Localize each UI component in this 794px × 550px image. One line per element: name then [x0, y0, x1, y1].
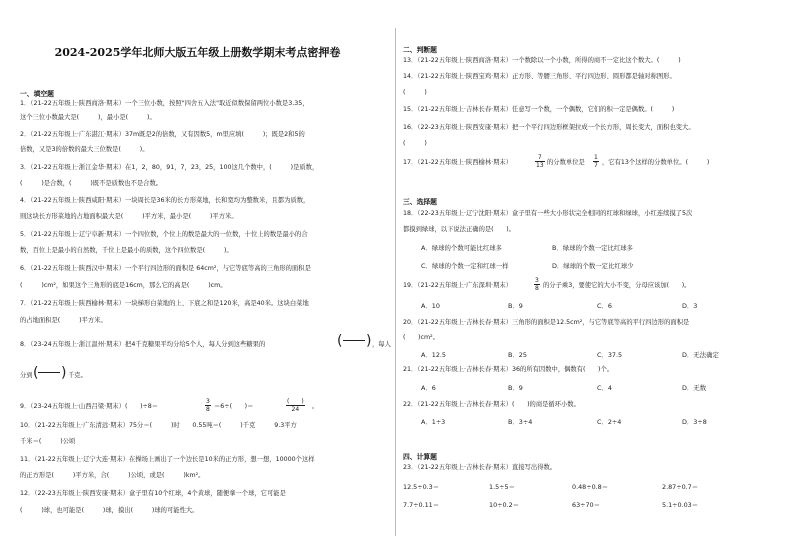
q17-part2: 的分数单位是 — [547, 159, 585, 166]
q16-line1: 16．（22-23五年级上·陕西安康·期末）把一个平行四边形框架拉成一个长方形，周长变大，面积也变大。 — [403, 124, 695, 131]
q17-fraction-2 — [593, 154, 599, 169]
q22-option-c: C．2÷4 — [597, 418, 622, 426]
q20-option-b: B．25 — [508, 351, 527, 359]
q11-line1: 11．（21-22五年级上·辽宁大连·期末）在操场上画出了一个边长是10米的正方形，想一想，10000个这样 — [20, 456, 315, 463]
q19-denominator: 8 — [535, 285, 539, 292]
q2-line2: 倍数，又是3的倍数的最大三位数是( )。 — [20, 146, 149, 153]
q8-line2: 分到 — [20, 372, 33, 379]
calc-item-8: 5.1÷0.03＝ — [662, 501, 699, 509]
right-column — [397, 0, 794, 550]
q19-fraction — [534, 277, 540, 292]
q22-line1: 22．（21-22五年级上·吉林长春·期末）( )的商是循环小数。 — [403, 401, 580, 408]
q10-line1: 10．（21-22五年级上·广东清远·期末）75分＝( )时 0.55吨＝( )千克 9.3平方 — [20, 422, 297, 429]
q9-part1: 9．（23-24五年级上·山西吕梁·期末）( )÷8＝ — [20, 403, 159, 410]
q20-line2: ( )cm²。 — [403, 334, 439, 341]
q18-option-a: A．绿球的个数可能比红球多 — [421, 244, 503, 252]
q16-line2: ( ) — [403, 140, 427, 147]
q6-line2: ( )cm²，如果这个三角形的底是16cm，那么它的高是( )cm。 — [20, 282, 227, 289]
q20-option-c: C．37.5 — [597, 351, 623, 359]
q9-part2: ＝6÷( )＝ — [214, 403, 254, 410]
q9-f1-numerator: 3 — [206, 398, 210, 405]
q8-line1: 8．（23-24五年级上·浙江温州·期末）把4千克糖果平均分给5个人，每人分到这些糖果的 — [20, 341, 266, 348]
q23-line1: 23．（21-22五年级上·吉林长春·期末）直接写出得数。 — [403, 464, 557, 471]
q17-f1-numerator: 7 — [535, 154, 545, 162]
calc-item-1: 12.5÷0.3＝ — [403, 483, 440, 491]
q18-option-c: C．绿球的个数一定和红球一样 — [421, 262, 509, 270]
q20-option-d: D．无法确定 — [682, 351, 719, 359]
q4-line2: 則这块长方形菜地的占地面积最大是( )平方米，最小是( )平方米。 — [20, 213, 238, 220]
column-divider — [395, 28, 396, 536]
q1-line1: 1．（21-22五年级上·陕西商洛·期末）一个三位小数，按照"四舍五入法"取近似数保留两位小数是3.35， — [20, 100, 309, 107]
q22-option-a: A．1÷3 — [421, 418, 446, 426]
calc-item-2: 1.5÷5＝ — [489, 483, 515, 491]
q12-line1: 12．（22-23五年级上·陕西安康·期末）盒子里有10个红球，4个黄球，随便拿一个球，它可能是 — [20, 490, 286, 497]
q21-option-b: B．9 — [508, 384, 523, 392]
q6-line1: 6．（21-22五年级上·陕西汉中·期末）一个平行四边形的面积是 64cm²，与它等底等高的三角形的面积是 — [20, 265, 311, 272]
q19-option-a: A．10 — [421, 302, 440, 310]
q8-paren-left: ( — [337, 333, 343, 349]
q21-line1: 21．（21-22五年级上·吉林长春·期末）36的所有因数中，偶数有( )个。 — [403, 366, 614, 373]
q7-line2: 的占地面积是( )平方米。 — [20, 317, 107, 324]
q18-line1: 18．（22-23五年级上·辽宁沈阳·期末）盒子里有一些大小形状完全相同的红球和绿球，小红连续摸了5次 — [403, 210, 693, 217]
q8-blank-fraction-1 — [343, 330, 365, 351]
calc-item-4: 2.87÷0.7＝ — [662, 483, 699, 491]
q8-line1-tail: ，每人 — [372, 341, 391, 348]
q19-option-b: B．9 — [508, 302, 523, 310]
q19-option-c: C．6 — [597, 302, 612, 310]
page-title: 2024-2025学年北师大版五年级上册数学期末考点密押卷 — [54, 46, 341, 59]
q14-line1: 14．（21-22五年级上·陕西宝鸡·期末）正方形、等腰三角形、平行四边形、圆形都是轴对称图形。 — [403, 73, 676, 80]
calc-item-5: 7.7÷0.11＝ — [403, 501, 440, 509]
section-fill-heading: 一、填空题 — [20, 90, 54, 98]
q21-option-c: C．4 — [597, 384, 612, 392]
section-judge-heading: 二、判断题 — [403, 46, 437, 54]
q17-f1-denominator: 13 — [536, 162, 544, 169]
q17-fraction-1 — [535, 154, 545, 169]
q18-line2: 都摸到绿球，以下说法正确的是( )。 — [403, 226, 515, 233]
q21-option-d: D．无数 — [682, 384, 707, 392]
q9-f2-denominator: 24 — [291, 406, 300, 413]
q19-part2: 的分子乘3，要使它的大小不变，分母应该加( )。 — [543, 282, 691, 289]
q18-option-b: B．绿球的个数一定比红球多 — [552, 244, 634, 252]
q17-part1: 17．（21-22五年级上·陕西榆林·期末） — [403, 159, 513, 166]
q19-part1: 19．（21-22五年级上·广东深圳·期末） — [403, 282, 513, 289]
q1-line2: 这个三位小数最大是( )，最小是( )。 — [20, 114, 156, 121]
q9-fraction-2 — [286, 398, 305, 413]
calc-item-3: 0.48÷0.8＝ — [572, 483, 609, 491]
q21-option-a: A．6 — [421, 384, 436, 392]
left-column — [0, 0, 395, 550]
q9-fraction-1 — [205, 398, 211, 413]
q18-option-d: D．绿球的个数一定比红球少 — [552, 262, 634, 270]
section-calc-heading: 四、计算题 — [403, 453, 437, 461]
q7-line1: 7．（21-22五年级上·陕西榆林·期末）一块梯形白菜地的上、下底之和是120米，高是40米。这块白菜地 — [20, 300, 309, 307]
section-choice-heading: 三、选择题 — [403, 198, 437, 206]
q17-part3: ，它有13个这样的分数单位。( ) — [602, 159, 710, 166]
q20-option-a: A．12.5 — [421, 351, 446, 359]
q17-f2-denominator: 7 — [594, 162, 598, 169]
q9-f2-numerator: ( ) — [287, 398, 304, 405]
q14-line2: ( ) — [403, 89, 427, 96]
q8-blank-fraction-2 — [38, 362, 60, 383]
q11-line2: 的正方形是( )平方米，合( )公顷，或是( )km²。 — [20, 472, 205, 479]
q19-option-d: D．3 — [682, 302, 698, 310]
q4-line1: 4．（21-22五年级上·陕西咸阳·期末）一块周长是36米的长方形菜地，长和宽均为整数米，且都为质数， — [20, 197, 310, 204]
calc-item-6: 10÷0.2＝ — [489, 501, 520, 509]
q3-line1: 3．（21-22五年级上·浙江金华·期末）在1，2，80，91，7，23，25，100这几个数中，( )是质数， — [20, 164, 319, 171]
q3-line2: ( )是合数，( )既不是质数也不是合数。 — [20, 180, 163, 187]
q8-paren-right: ) — [366, 333, 372, 349]
q8-line2-tail: 千克。 — [68, 372, 87, 379]
q17-f2-numerator: 1 — [594, 154, 598, 161]
q5-line1: 5．（21-22五年级上·辽宁阜新·期末）一个四位数，个位上的数是最大的一位数，十位上的数是最小的合 — [20, 231, 308, 238]
q22-option-d: D．3÷8 — [682, 418, 707, 426]
q13-line1: 13．（21-22五年级上·陕西商洛·期末）一个数除以一个小数，所得的商不一定比这个数大。( ) — [403, 57, 681, 64]
q8-paren2-left: ( — [33, 365, 39, 381]
calc-item-7: 63÷70＝ — [572, 501, 601, 509]
q2-line1: 2．（21-22五年级上·广东湛江·期末）37m既是2的倍数，又有因数5，m里应填( )；既是2和5的 — [20, 131, 305, 138]
q19-numerator: 3 — [535, 277, 539, 284]
q22-option-b: B．3÷4 — [508, 418, 533, 426]
q15-line1: 15．（21-22五年级上·吉林长春·期末）任意写一个数，一个偶数，它们的积一定是偶数。( ) — [403, 106, 675, 113]
q9-f1-denominator: 8 — [206, 406, 210, 413]
q9-part3: 。 — [312, 403, 319, 410]
q8-paren2-right: ) — [61, 365, 67, 381]
q10-line2: 千米＝( )公顷 — [20, 438, 76, 445]
q5-line2: 数，百位上是最小的自然数，千位上是最小的质数，这个四位数是( )。 — [20, 247, 233, 254]
q20-line1: 20．（21-22五年级上·吉林长春·期末）三角形的面积是12.5cm²，与它等底等高的平行四边形的面积是 — [403, 319, 690, 326]
q12-line2: ( )球，也可能是( )球，摸出( )球的可能性大。 — [20, 507, 199, 514]
